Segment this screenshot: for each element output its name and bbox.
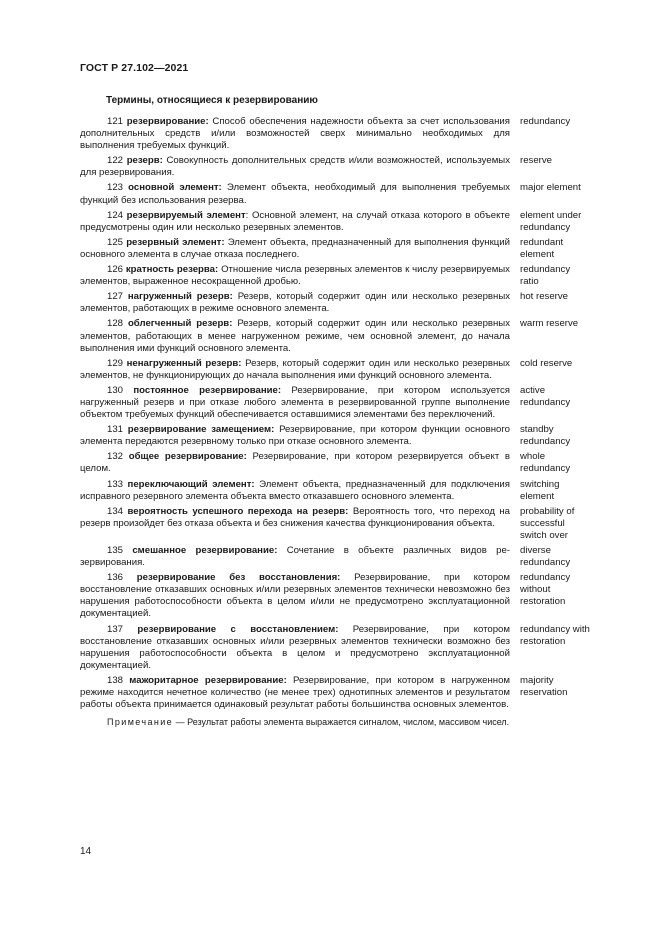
english-equivalent: redundant element (520, 236, 564, 260)
english-equivalent: hot reserve (520, 291, 568, 303)
definition-text: Резервирование, при котором в нагруженном режиме находится нечетное количество (не менее трех) однотипных элементов и результатом работы объекта принимается одинаковый результат работы большинства основных элементов. (80, 674, 510, 711)
term-definition (80, 506, 510, 530)
term-name: резервирование: (126, 116, 209, 127)
term-definition (80, 291, 510, 315)
definition-paragraph (80, 291, 510, 315)
term-definition (80, 358, 510, 382)
definition-text: Вероятность того, что переход на резерв произойдет без отказа объекта и без снижения качества функционирования объекта. (80, 505, 510, 529)
english-equivalent: warm reserve (520, 318, 579, 330)
term-name: мажоритарное резервирование: (129, 674, 287, 686)
english-equivalent: redundancy without restoration (520, 572, 571, 608)
term-number: 132 (107, 451, 124, 463)
term-definition (80, 210, 510, 234)
term-entry (80, 506, 612, 542)
english-equivalent: majority reservation (520, 674, 568, 699)
term-entry (80, 264, 612, 288)
definition-paragraph (80, 116, 510, 152)
term-entry (80, 624, 612, 672)
term-number: 133 (107, 478, 124, 490)
definition-paragraph (80, 385, 510, 421)
note-label: Примечание (107, 717, 174, 728)
term-entry (80, 210, 612, 234)
term-name: вероятность успешного перехода на резерв: (127, 505, 349, 517)
term-entry (80, 385, 612, 421)
term-definition (80, 182, 510, 206)
section-title: Термины, относящиеся к резервированию (106, 95, 318, 106)
term-definition (80, 624, 510, 672)
term-name: нагруженный резерв: (127, 291, 233, 303)
definition-text: Элемент объекта, предназначенный для выполнения функций основного элемента в случае отказа последнего. (80, 236, 510, 260)
term-definition (80, 385, 510, 421)
definition-text: Резервирование, при котором восстановление отказавших основных и/или резервных элементов технически возможно без нарушения работоспособности объекта в целом и предусмотрено эксплуатационной документацией. (80, 623, 510, 671)
term-entry (80, 318, 612, 354)
definition-paragraph (80, 318, 510, 354)
definition-text: : Основной элемент, на случай отказа которого в объекте предусмотрены один или несколько резервных элементов. (80, 209, 510, 233)
definition-text: Элемент объекта, необходимый для выполнения требуемых функций без использования резерва. (80, 182, 511, 206)
english-equivalent: diverse redundancy (520, 545, 571, 569)
term-number: 134 (107, 505, 124, 517)
english-equivalent: element under redundancy (520, 209, 582, 233)
definition-text: Отношение числа резервных элементов к числу резервируемых элементов, выраженное несокращенной дробью. (80, 264, 510, 288)
definition-paragraph (80, 264, 510, 288)
term-number: 138 (107, 674, 124, 686)
definition-paragraph (80, 237, 510, 261)
definition-paragraph (80, 155, 510, 179)
definition-paragraph (80, 451, 510, 475)
term-definition (80, 479, 510, 503)
term-entry (80, 291, 612, 315)
english-equivalent: active redundancy (520, 384, 571, 408)
english-equivalent: redundancy (520, 116, 571, 127)
definition-paragraph (80, 506, 510, 530)
definition-paragraph (80, 545, 510, 569)
term-definition (80, 424, 510, 448)
english-equivalent: cold reserve (520, 357, 573, 369)
definition-paragraph (80, 624, 510, 672)
term-number: 137 (107, 623, 124, 635)
english-equivalent: whole redundancy (520, 451, 571, 475)
definition-text: Резерв, который содержит один или несколько резервных элементов, работающих в режиме основного элемента. (80, 291, 511, 315)
term-name: ненагруженный резерв: (126, 357, 242, 369)
definition-text: Резерв, который содержит один или несколько резервных элементов, работающих в менее нагруженном режиме, чем основной элемент, до начала выполнения ими функций основного элемента. (80, 318, 510, 354)
term-definition (80, 116, 510, 152)
term-name: основной элемент: (128, 182, 222, 194)
term-name: резервируемый элемент (126, 209, 246, 221)
definition-text: Способ обеспечения надежности объекта за счет использования дополнительных средств и/или возможностей сверх минимально необходимых для выполнения требуемых функций. (80, 116, 510, 152)
term-definition (80, 545, 510, 569)
note (80, 716, 510, 728)
term-entry (80, 237, 612, 261)
term-name: смешанное резервирование: (132, 545, 278, 556)
term-number: 131 (107, 424, 124, 436)
definition-paragraph (80, 479, 510, 503)
term-number: 129 (107, 357, 124, 369)
terms-list (80, 116, 612, 728)
term-entry (80, 572, 612, 620)
term-definition (80, 451, 510, 475)
definition-text: Элемент объекта, предназначенный для подключения исправного резервного элемента объекта вместо отказавшего основного элемента. (80, 478, 510, 502)
definition-paragraph (80, 675, 510, 711)
english-equivalent: major element (520, 182, 581, 194)
definition-text: Резервирование, при котором функции основного элемента передаются резервному только при отказе основного элемента. (80, 424, 510, 448)
term-name: резервный элемент: (126, 236, 225, 248)
term-entry (80, 451, 612, 475)
term-name: резервирование с восстановлением: (137, 623, 339, 635)
term-number: 125 (107, 236, 124, 248)
term-name: переключающий элемент: (127, 478, 255, 490)
term-number: 123 (107, 182, 124, 194)
definition-text: Резервирование, при котором резервируется объект в целом. (80, 451, 510, 475)
definition-paragraph (80, 572, 510, 620)
definition-text: Резерв, который содержит один или несколько резервных элементов, не функционирующих до начала выполнения ими функций основного элемента. (80, 357, 510, 381)
definition-paragraph (80, 182, 510, 206)
term-number: 121 (107, 116, 124, 127)
term-entry (80, 182, 612, 206)
term-definition (80, 318, 510, 354)
term-number: 124 (107, 209, 124, 221)
term-number: 135 (107, 545, 124, 556)
document-code: ГОСТ Р 27.102—2021 (80, 62, 189, 74)
definition-paragraph (80, 210, 510, 234)
definition-text: Сочетание в объекте различных видов резервирования. (80, 545, 510, 569)
english-equivalent: probability of successful switch over (520, 505, 575, 541)
term-name: общее резервирование: (128, 451, 247, 463)
term-definition (80, 237, 510, 261)
term-entry (80, 424, 612, 448)
term-name: резервирование без восстановления: (136, 572, 341, 584)
term-number: 126 (107, 264, 124, 276)
term-definition (80, 572, 510, 620)
term-name: резерв: (126, 155, 163, 167)
page-number: 14 (80, 846, 92, 857)
term-definition (80, 264, 510, 288)
term-name: кратность резерва: (125, 264, 219, 276)
definition-paragraph (80, 424, 510, 448)
term-number: 122 (107, 155, 124, 167)
term-entry (80, 116, 612, 152)
definition-text: Резервирование, при котором используется нагруженный резерв и при отказе любого элемента в резервированной группе выполнение объектом требуемых функций обеспечивается оставшимися элементами без переключений. (80, 384, 510, 421)
definition-text: Совокупность дополнительных средств и/или возможностей, используемых для резервирования. (80, 155, 510, 179)
term-number: 128 (107, 318, 124, 330)
note-text: — Результат работы элемента выражается сигналом, числом, массивом чисел. (173, 717, 510, 728)
term-name: облегченный резерв: (127, 318, 233, 330)
definition-paragraph (80, 358, 510, 382)
english-equivalent: redundancy with restoration (520, 623, 590, 647)
term-entry (80, 545, 612, 569)
term-definition (80, 675, 510, 711)
english-equivalent: standby redundancy (520, 424, 571, 448)
term-entry (80, 358, 612, 382)
term-definition (80, 155, 510, 179)
term-number: 127 (107, 291, 124, 303)
english-equivalent: reserve (520, 155, 552, 167)
english-equivalent: redundancy ratio (520, 264, 571, 288)
definition-text: Резервирование, при котором восстановление отказавших основных и/или резервных элементов технически невозможно без нарушения работоспособности объекта в целом и/или не предусмотрено эксплуатационной документацией. (80, 572, 510, 620)
term-name: постоянное резервирование: (133, 384, 282, 396)
term-entry (80, 155, 612, 179)
english-equivalent: switching element (520, 478, 560, 502)
term-number: 136 (107, 572, 124, 584)
term-number: 130 (107, 384, 124, 396)
term-name: резервирование замещением: (127, 424, 275, 436)
term-entry (80, 675, 612, 711)
term-entry (80, 479, 612, 503)
